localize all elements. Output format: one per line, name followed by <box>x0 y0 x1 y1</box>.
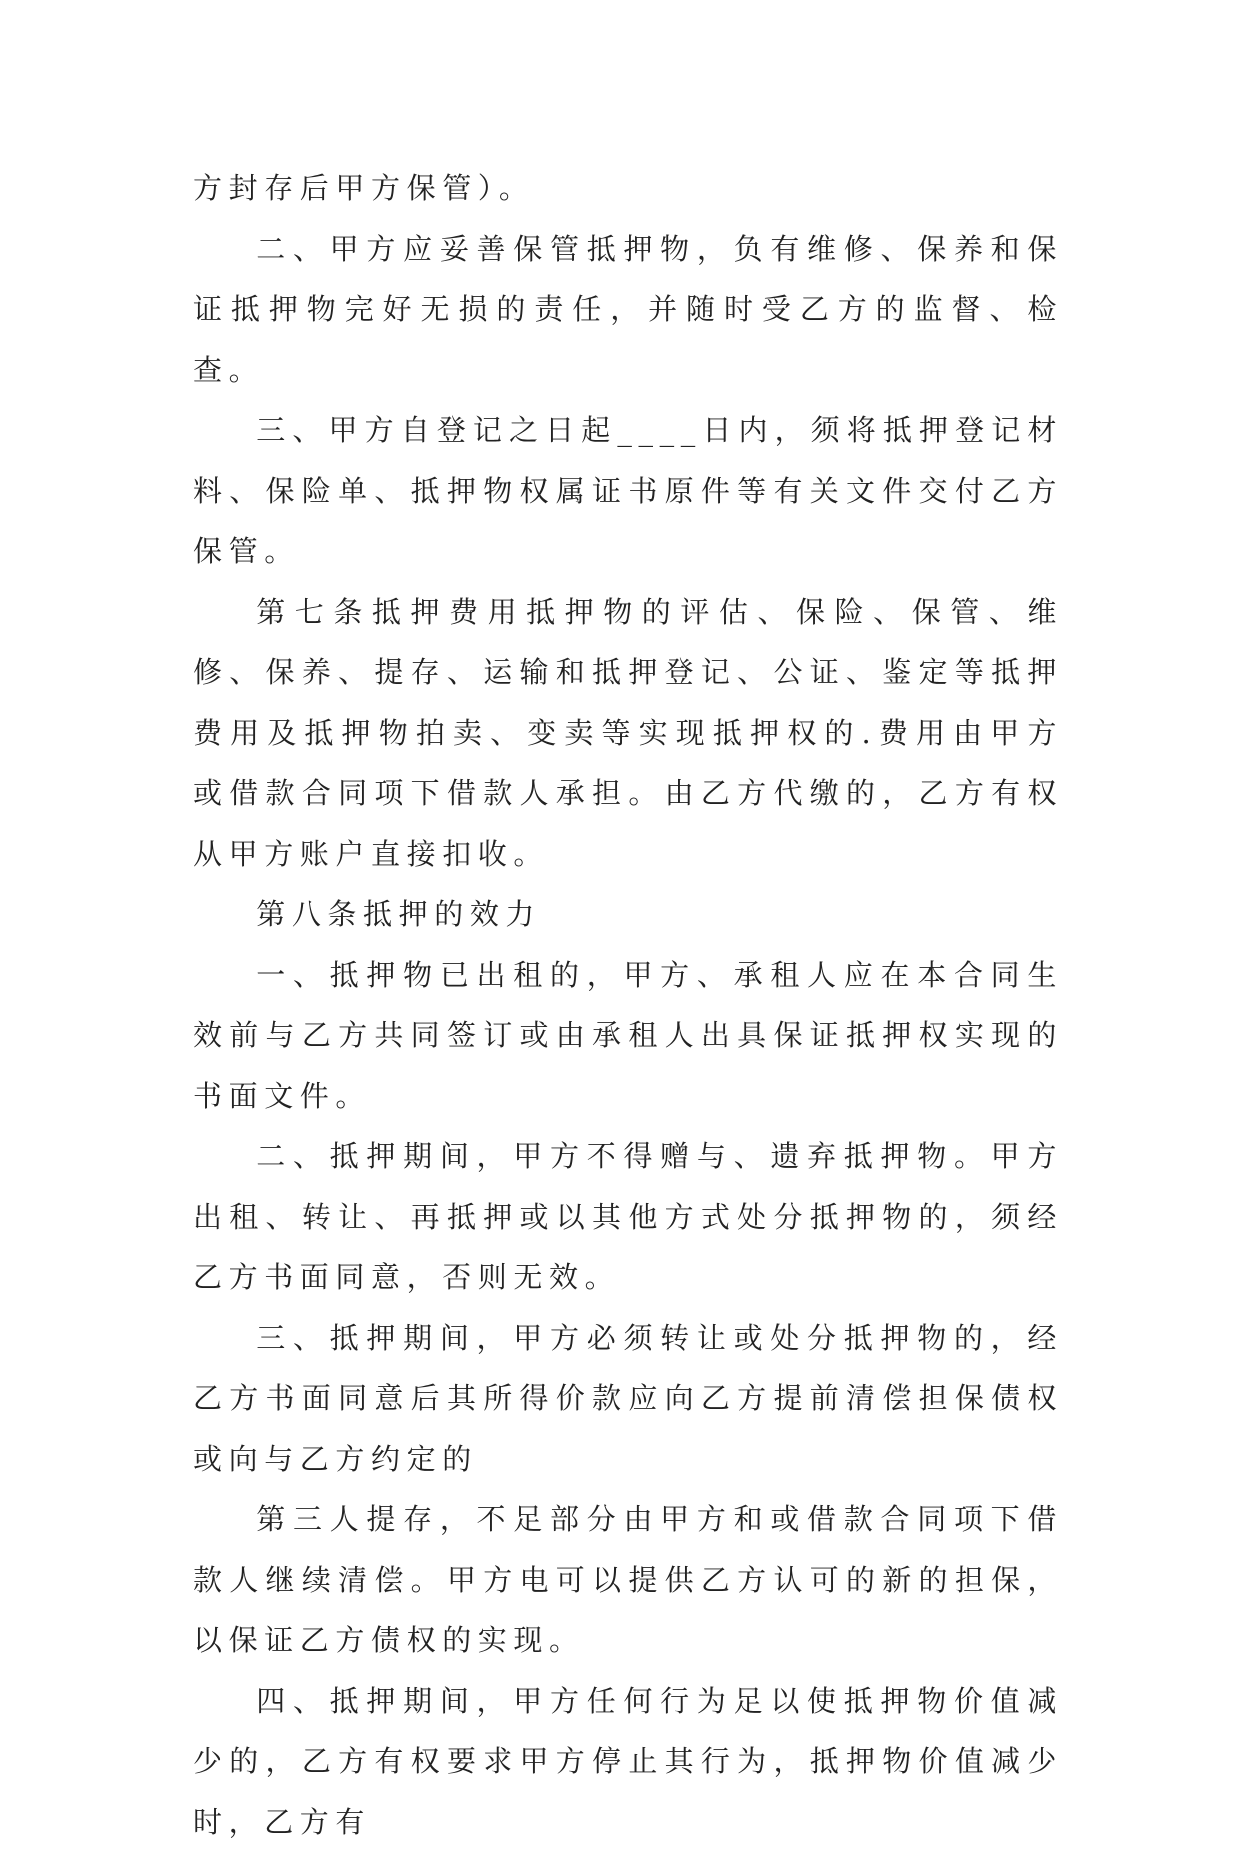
document-body <box>193 158 1063 1852</box>
paragraph-article-8-heading: 第八条抵押的效力 <box>193 884 1063 945</box>
paragraph-article-8-clause-3: 三、抵押期间，甲方必须转让或处分抵押物的，经乙方书面同意后其所得价款应向乙方提前清偿担保债权或向与乙方约定的 <box>193 1308 1063 1490</box>
paragraph-third-party: 第三人提存，不足部分由甲方和或借款合同项下借款人继续清偿。甲方电可以提供乙方认可的新的担保，以保证乙方债权的实现。 <box>193 1489 1063 1671</box>
paragraph-clause-3: 三、甲方自登记之日起____日内，须将抵押登记材料、保险单、抵押物权属证书原件等有关文件交付乙方保管。 <box>193 400 1063 582</box>
paragraph-article-8-clause-4: 四、抵押期间，甲方任何行为足以使抵押物价值减少的，乙方有权要求甲方停止其行为，抵押物价值减少时，乙方有 <box>193 1671 1063 1852</box>
paragraph-article-7: 第七条抵押费用抵押物的评估、保险、保管、维修、保养、提存、运输和抵押登记、公证、鉴定等抵押费用及抵押物拍卖、变卖等实现抵押权的.费用由甲方或借款合同项下借款人承担。由乙方代缴的，乙方有权从甲方账户直接扣收。 <box>193 582 1063 885</box>
paragraph-article-8-clause-1: 一、抵押物已出租的，甲方、承租人应在本合同生效前与乙方共同签订或由承租人出具保证抵押权实现的书面文件。 <box>193 945 1063 1127</box>
paragraph-continuation: 方封存后甲方保管）。 <box>193 158 1063 219</box>
paragraph-clause-2: 二、甲方应妥善保管抵押物，负有维修、保养和保证抵押物完好无损的责任，并随时受乙方的监督、检查。 <box>193 219 1063 401</box>
paragraph-article-8-clause-2: 二、抵押期间，甲方不得赠与、遗弃抵押物。甲方出租、转让、再抵押或以其他方式处分抵押物的，须经乙方书面同意，否则无效。 <box>193 1126 1063 1308</box>
